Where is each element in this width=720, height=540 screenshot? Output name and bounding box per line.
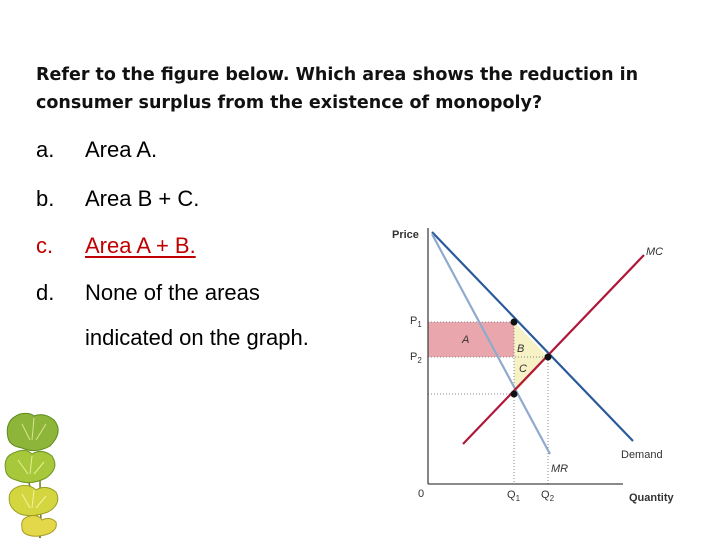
choice-text: None of the areas xyxy=(85,280,260,305)
point-monopoly-price xyxy=(511,319,518,326)
area-c-label: C xyxy=(519,363,527,375)
p1-label: $P_1$ xyxy=(410,315,422,329)
p2-label: $P_2$ xyxy=(410,351,422,365)
choice-text: Area B + C. xyxy=(85,186,200,211)
choice-text: Area A + B. xyxy=(85,233,196,258)
x-axis-label: Quantity xyxy=(629,492,674,504)
choice-letter: a. xyxy=(36,137,55,162)
mr-label: MR xyxy=(551,463,569,475)
area-a-label: A xyxy=(462,334,470,346)
choice-letter: d. xyxy=(36,280,55,305)
y-axis-label: Price xyxy=(392,229,419,241)
demand-label: Demand xyxy=(621,449,663,461)
q1-label: $Q_1$ xyxy=(507,489,521,503)
choice-d-continued: indicated on the graph. xyxy=(85,325,309,350)
monopoly-graph xyxy=(388,222,698,512)
choice-letter: b. xyxy=(36,186,55,211)
choice-text: Area A. xyxy=(85,137,158,162)
origin-label: 0 xyxy=(418,488,425,500)
mc-label: MC xyxy=(646,246,664,258)
area-b-label: B xyxy=(517,343,525,355)
choice-letter: c. xyxy=(36,233,54,258)
point-mr-equals-mc xyxy=(511,391,518,398)
q2-label: $Q_2$ xyxy=(541,489,555,503)
ginkgo-leaves-icon xyxy=(0,410,80,540)
area-a-region xyxy=(428,322,514,357)
point-competitive-equilibrium xyxy=(545,354,552,361)
question-text: Refer to the figure below. Which area shows the reduction in consumer surplus from the existence of monopoly? xyxy=(36,65,639,113)
